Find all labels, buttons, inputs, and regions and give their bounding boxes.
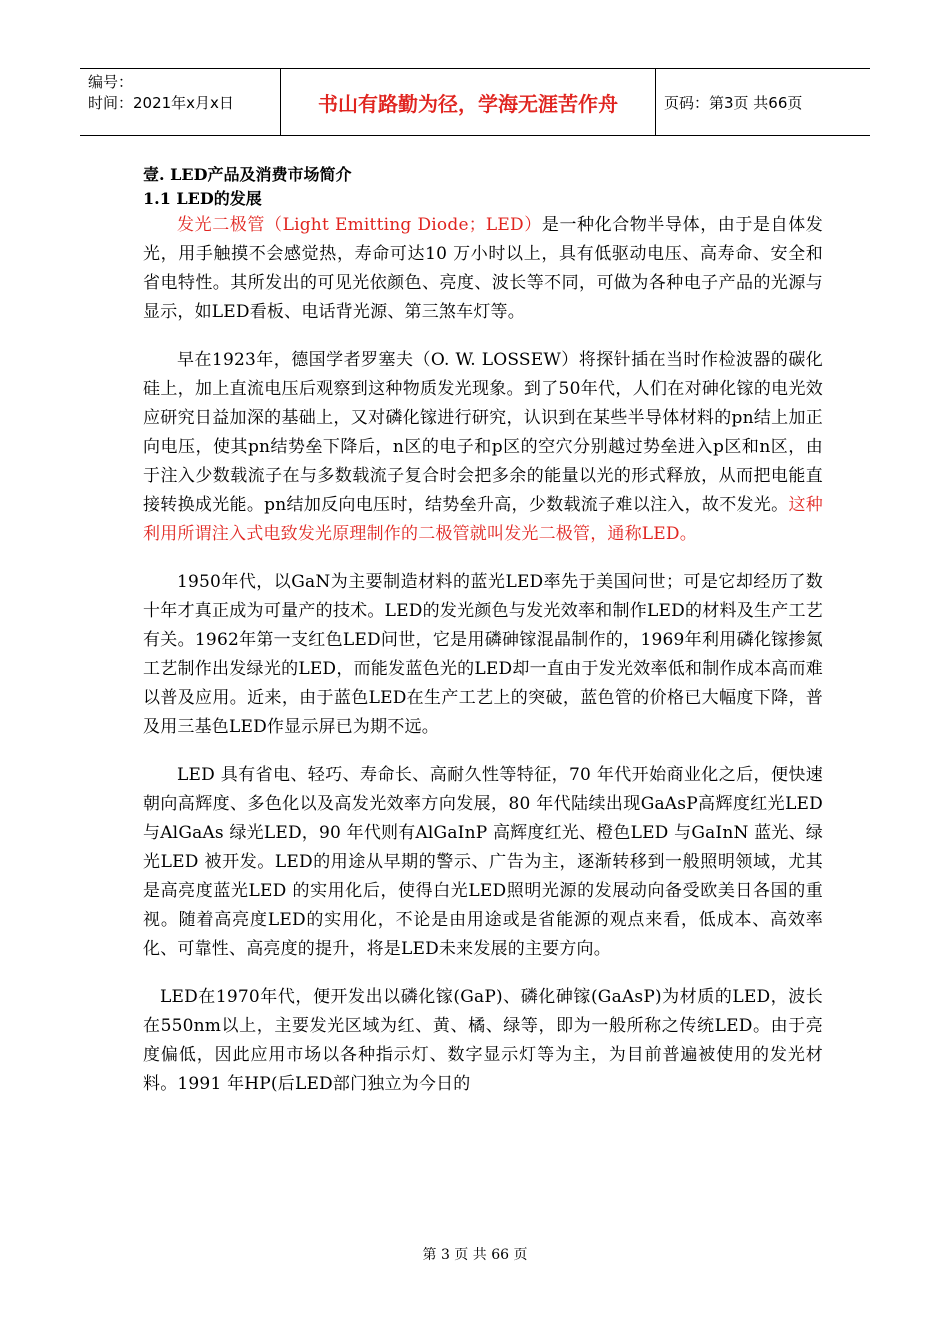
document-body [143, 163, 823, 1099]
paragraph-2 [143, 346, 823, 549]
document-number-label: 编号： [88, 73, 134, 91]
paragraph-4: LED 具有省电、轻巧、寿命长、高耐久性等特征，70 年代开始商业化之后，便快速朝向高辉度、多色化以及高发光效率方向发展，80 年代陆续出现GaAsP高辉度红光LED与AlGaAs 绿光LED，90 年代则有AlGaInP 高辉度红光、橙色LED 与GaInN 蓝光、绿光LED 被开发。LED的用途从早期的警示、广告为主，逐渐转移到一般照明领域，尤其是高亮度蓝光LED 的实用化后，使得白光LED照明光源的发展动向备受欧美日各国的重视。随着高亮度LED的实用化，不论是由用途或是省能源的观点来看，低成本、高效率化、可靠性、高亮度的提升，将是LED未来发展的主要方向。 [143, 765, 823, 959]
header-page-info: 页码：第3页 共66页 [664, 93, 803, 112]
section-heading: 壹. LED产品及消费市场简介 [143, 165, 352, 184]
header-meta [80, 69, 281, 135]
paragraph-5: LED在1970年代，便开发出以磷化镓(GaP)、磷化砷镓(GaAsP)为材质的LED，波长在550nm以上，主要发光区域为红、黄、橘、绿等，即为一般所称之传统LED。由于亮度偏低，因此应用市场以各种指示灯、数字显示灯等为主，为目前普遍被使用的发光材料。1991 年HP(后LED部门独立为今日的 [143, 987, 823, 1094]
paragraph-1 [143, 211, 823, 327]
page-header [80, 68, 870, 136]
header-motto: 书山有路勤为径，学海无涯苦作舟 [281, 69, 656, 135]
highlight-text: 发光二极管（Light Emitting Diode；LED） [177, 215, 542, 235]
subsection-heading: 1.1 LED的发展 [143, 189, 262, 208]
page-footer: 第 3 页 共 66 页 [422, 1247, 528, 1263]
document-date: 时间：2021年x月x日 [88, 94, 234, 112]
paragraph-text: 早在1923年，德国学者罗塞夫（O. W. LOSSEW）将探针插在当时作检波器的碳化硅上，加上直流电压后观察到这种物质发光现象。到了50年代，人们在对砷化镓的电光效应研究日益加深的基础上，又对磷化镓进行研究，认识到在某些半导体材料的pn结上加正向电压，使其pn结势垒下降后，n区的电子和p区的空穴分别越过势垒进入p区和n区，由于注入少数载流子在与多数载流子复合时会把多余的能量以光的形式释放，从而把电能直接转换成光能。pn结加反向电压时，结势垒升高，少数载流子难以注入，故不发光。 [143, 350, 823, 515]
paragraph-3: 1950年代，以GaN为主要制造材料的蓝光LED率先于美国问世；可是它却经历了数十年才真正成为可量产的技术。LED的发光颜色与发光效率和制作LED的材料及生产工艺有关。1962年第一支红色LED问世，它是用磷砷镓混晶制作的，1969年利用磷化镓掺氮工艺制作出发绿光的LED，而能发蓝色光的LED却一直由于发光效率低和制作成本高而难以普及应用。近来，由于蓝色LED在生产工艺上的突破，蓝色管的价格已大幅度下降，普及用三基色LED作显示屏已为期不远。 [143, 572, 823, 737]
paragraph-text: 是一种化合物半导体，由于是自体发光，用手触摸不会感觉热，寿命可达10 万小时以上，具有低驱动电压、高寿命、安全和省电特性。其所发出的可见光依颜色、亮度、波长等不同，可做为各种电子产品的光源与显示，如LED看板、电话背光源、第三煞车灯等。 [143, 215, 823, 322]
highlight-text: 这种利用所谓注入式电致发光原理制作的二极管就叫发光二极管，通称LED。 [143, 495, 823, 544]
